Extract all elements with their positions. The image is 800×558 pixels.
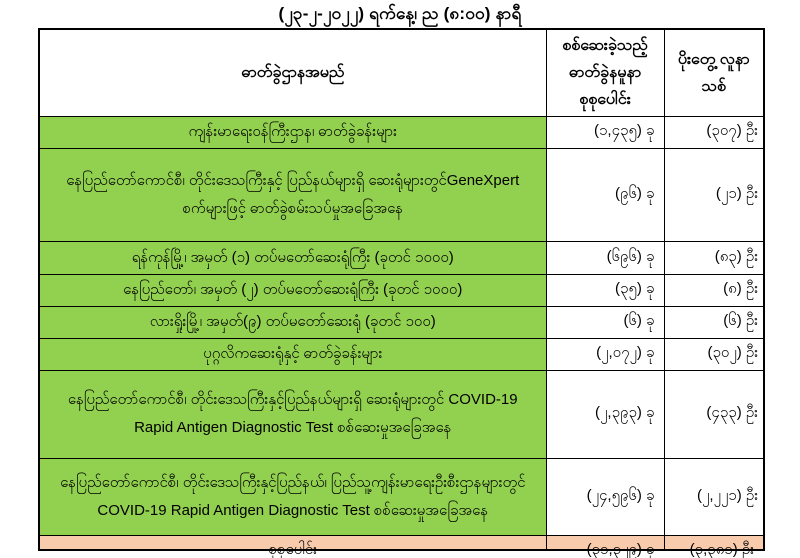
report-title: (၂၃-၂-၂၀၂၂) ရက်နေ့၊ ည (၈:၀၀) နာရီ: [278, 4, 522, 23]
total-label-cell: စုစုပေါင်း: [39, 535, 546, 550]
positives-count-cell: (၆) ဦး: [664, 306, 764, 338]
lab-name-cell: နေပြည်တော်ကောင်စီ၊ တိုင်းဒေသကြီးနှင့်ပြည်နယ်များရှိ ဆေးရုံများတွင် COVID-19 Rapid Antigen Diagnostic Test စစ်ဆေးမှုအခြေအနေ: [39, 370, 546, 458]
positives-count-cell: (၄၃၃) ဦး: [664, 370, 764, 458]
lab-name-cell: နေပြည်တော်ကောင်စီ၊ တိုင်းဒေသကြီးနှင့်ပြည်နယ်၊ ပြည်သူ့ကျန်းမာရေးဦးစီးဌာနများတွင် COVID-19 Rapid Antigen Diagnostic Test စစ်ဆေးမှုအခြေအနေ: [39, 458, 546, 535]
samples-count-cell: (၆၉၆) ခု: [546, 241, 664, 274]
table-row-grand-total-clipped: [39, 535, 764, 550]
samples-count-cell: (၂,၀၇၂) ခု: [546, 338, 664, 370]
positives-count-cell: (၈၃) ဦး: [664, 241, 764, 274]
samples-count-cell: (၆) ခု: [546, 306, 664, 338]
header-lab-name: ဓာတ်ခွဲဌာနအမည်: [39, 29, 546, 116]
table-row-naypyitaw-military-hospital: [39, 274, 764, 306]
lab-name-cell: နေပြည်တော်ကောင်စီ၊ တိုင်းဒေသကြီးနှင့် ပြည်နယ်များရှိ ဆေးရုံများတွင်GeneXpert စက်များဖြင့် ဓာတ်ခွဲစမ်းသပ်မှုအခြေအနေ: [39, 148, 546, 241]
positives-count-cell: (၂၁) ဦး: [664, 148, 764, 241]
lab-name-cell: လားရှိုးမြို့၊ အမှတ်(၉) တပ်မတော်ဆေးရုံ (ခုတင် ၁၀၀): [39, 306, 546, 338]
samples-count-cell: (၂,၃၉၃) ခု: [546, 370, 664, 458]
table-row-moh-labs: [39, 116, 764, 148]
table-header-row: [39, 29, 764, 116]
positives-count-cell: (၈) ဦး: [664, 274, 764, 306]
total-samples-cell: (၃၁,၃၂၉) ခု: [546, 535, 664, 550]
samples-count-cell: (၉၆) ခု: [546, 148, 664, 241]
header-samples-total: စစ်ဆေးခဲ့သည့် ဓာတ်ခွဲနမူနာ စုစုပေါင်း: [546, 29, 664, 116]
table-row-genexpert: [39, 148, 764, 241]
lab-name-cell: နေပြည်တော်၊ အမှတ် (၂) တပ်မတော်ဆေးရုံကြီး (ခုတင် ၁၀၀၀): [39, 274, 546, 306]
positives-count-cell: (၂,၂၂၁) ဦး: [664, 458, 764, 535]
table-row-yangon-military-hospital: [39, 241, 764, 274]
table-row-lashio-military-hospital: [39, 306, 764, 338]
lab-name-cell: ကျန်းမာရေးဝန်ကြီးဌာန၊ ဓာတ်ခွဲခန်းများ: [39, 116, 546, 148]
lab-name-cell: ပုဂ္ဂလိကဆေးရုံနှင့် ဓာတ်ခွဲခန်းများ: [39, 338, 546, 370]
table-row-public-health-rapid-antigen: [39, 458, 764, 535]
samples-count-cell: (၃၅) ခု: [546, 274, 664, 306]
table-row-private-labs: [39, 338, 764, 370]
lab-results-table: [38, 28, 765, 558]
positives-count-cell: (၃၀၂) ဦး: [664, 338, 764, 370]
samples-count-cell: (၂၄,၅၉၆) ခု: [546, 458, 664, 535]
samples-count-cell: (၁,၄၃၅) ခု: [546, 116, 664, 148]
header-new-positives: ပိုးတွေ့ လူနာသစ်: [664, 29, 764, 116]
table-row-hospitals-rapid-antigen: [39, 370, 764, 458]
total-positives-cell: (၃,၃၈၁) ဦး: [664, 535, 764, 550]
lab-name-cell: ရန်ကုန်မြို့၊ အမှတ် (၁) တပ်မတော်ဆေးရုံကြီး (ခုတင် ၁၀၀၀): [39, 241, 546, 274]
positives-count-cell: (၃၀၇) ဦး: [664, 116, 764, 148]
